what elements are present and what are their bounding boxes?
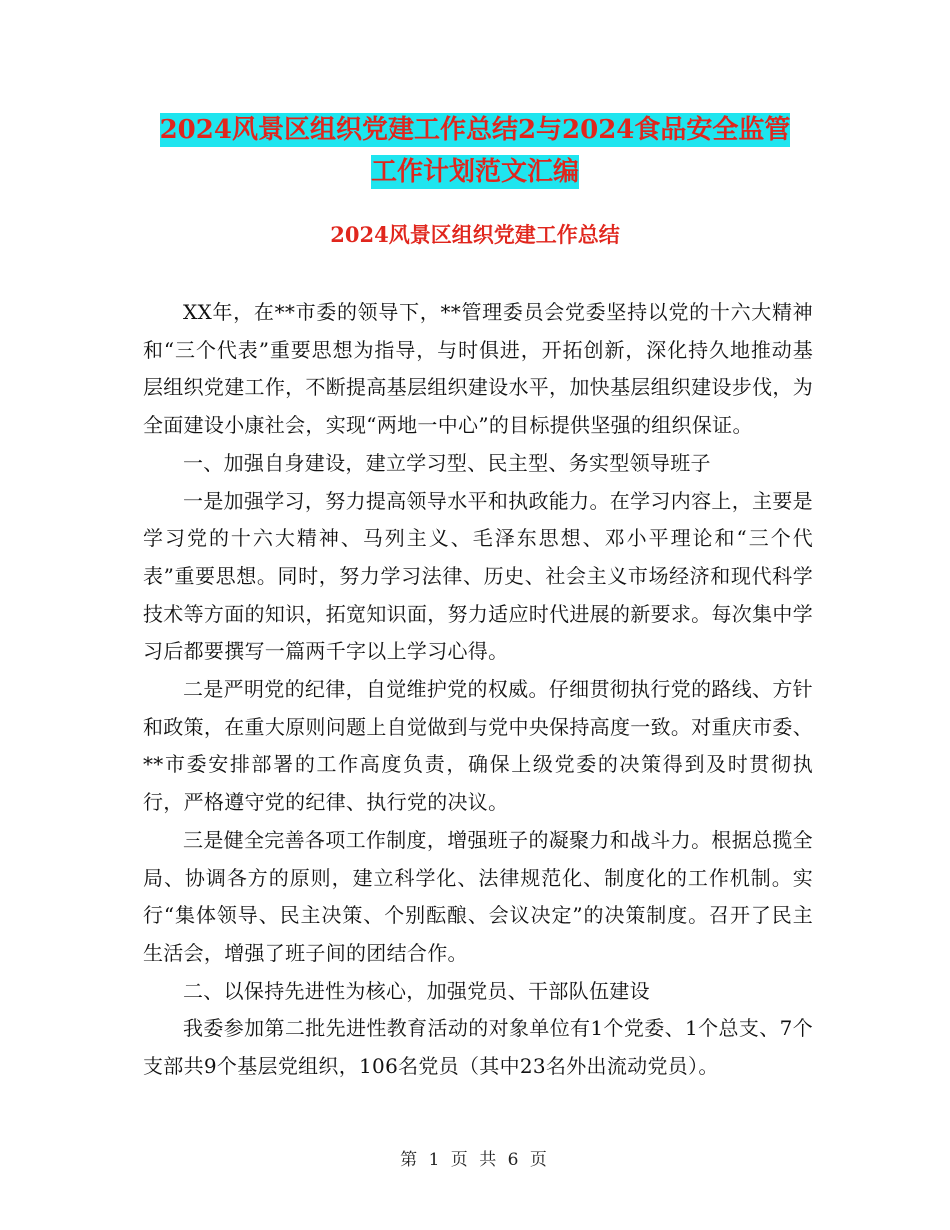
paragraph-intro: XX年，在**市委的领导下，**管理委员会党委坚持以党的十六大精神和“三个代表”重要思想为指导，与时俱进，开拓创新，深化持久地推动基层组织党建工作，不断提高基层组织建设水平，加快基层组织建设步伐，为全面建设小康社会，实现“两地一中心”的目标提供坚强的组织保证。 (143, 300, 813, 438)
paragraph-heading-1: 一、加强自身建设，建立学习型、民主型、务实型领导班子 (183, 450, 711, 475)
document-title-line-2 (0, 154, 950, 190)
paragraph-study: 一是加强学习，努力提高领导水平和执政能力。在学习内容上，主要是学习党的十六大精神、马列主义、毛泽东思想、邓小平理论和“三个代表”重要思想。同时，努力学习法律、历史、社会主义市场经济和现代科学技术等方面的知识，拓宽知识面，努力适应时代进展的新要求。每次集中学习后都要撰写一篇两千字以上学习心得。 (143, 488, 813, 664)
paragraph-discipline: 二是严明党的纪律，自觉维护党的权威。仔细贯彻执行党的路线、方针和政策，在重大原则问题上自觉做到与党中央保持高度一致。对重庆市委、**市委安排部署的工作高度负责，确保上级党委的决策得到及时贯彻执行，严格遵守党的纪律、执行党的决议。 (143, 677, 813, 815)
document-body (143, 294, 813, 1086)
document-title-line-2-text: 工作计划范文汇编 (370, 157, 579, 187)
paragraph-heading-2: 二、以保持先进性为核心，加强党员、干部队伍建设 (183, 978, 650, 1003)
page-footer: 第 1 页 共 6 页 (400, 1150, 550, 1170)
document-title-line-1-text: 2024风景区组织党建工作总结2与2024食品安全监管 (159, 115, 791, 145)
document-title-line-1 (0, 112, 950, 148)
section-title: 2024风景区组织党建工作总结 (330, 222, 620, 247)
paragraph-members: 我委参加第二批先进性教育活动的对象单位有1个党委、1个总支、7个支部共9个基层党组织，106名党员（其中23名外出流动党员）。 (143, 1016, 813, 1079)
paragraph-system: 三是健全完善各项工作制度，增强班子的凝聚力和战斗力。根据总揽全局、协调各方的原则，建立科学化、法律规范化、制度化的工作机制。实行“集体领导、民主决策、个别酝酿、会议决定”的决策制度。召开了民主生活会，增强了班子间的团结合作。 (143, 827, 813, 965)
